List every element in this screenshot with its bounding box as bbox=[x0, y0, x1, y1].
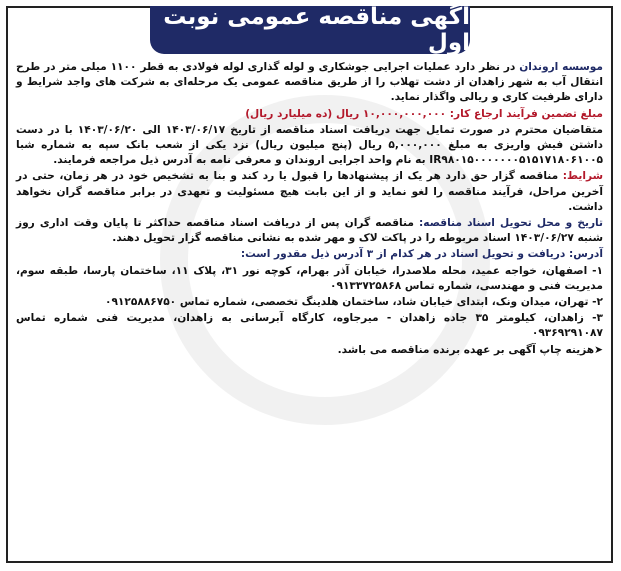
applicants-paragraph: متقاضیان محترم در صورت تمایل جهت دریافت اسناد مناقصه از تاریخ ۱۴۰۳/۰۶/۱۷ الی ۱۴۰۳/۰۶/۲۰ با در دست داشتن فیش واریزی به مبلغ ۵,۰۰۰,۰۰۰ ریال (پنج میلیون ریال) نزد یکی از شعب بانک سپه به شماره شبا IR۹۸۰۱۵۰۰۰۰۰۰۰۵۱۵۱۷۱۸۰۶۱۰۰۵ به نام واحد اجرایی اروندان و معرفی نامه به آدرس ذیل مراجعه فرمایند. bbox=[16, 123, 603, 167]
delivery-paragraph bbox=[16, 216, 603, 246]
address-item: ۱- اصفهان، خواجه عمید، محله ملاصدرا، خیابان آذر بهرام، کوچه نور ۳۱، پلاک ۱۱، ساختمان پارسا، طبقه سوم، مدیریت فنی و مهندسی، شماره تماس ۰۹۱۳۳۷۲۵۸۶۸ bbox=[16, 264, 603, 292]
address-item: ۲- تهران، میدان ونک، ابتدای خیابان شاد، ساختمان هلدینگ تخصصی، شماره تماس ۰۹۱۲۵۸۸۶۷۵۰ bbox=[105, 296, 603, 309]
intro-text: در نظر دارد عملیات اجرایی جوشکاری و لوله گذاری لوله فولادی به قطر ۱۱۰۰ میلی متر در طرح انتقال آب به شهر زاهدان از دشت تهلاب را از طریق مناقصه عمومی یک مرحله‌ای به شرکت های واجد شرایط و دارای ظرفیت کاری و ریالی واگذار نماید. bbox=[16, 61, 603, 104]
conditions-text: مناقصه گزار حق دارد هر یک از پیشنهادها را قبول یا رد کند و بنا به تشخیص خود در هر زمان، حتی در آخرین مراحل، فرآیند مناقصه را لغو نماید و از این بابت هیچ مسئولیت و تعهدی در برابر مناقصه گران نخواهد داشت. bbox=[16, 170, 603, 213]
organization-name: موسسه اروندان bbox=[519, 61, 603, 73]
title-banner bbox=[150, 6, 470, 54]
delivery-text: مناقصه گران پس از دریافت اسناد مناقصه حداکثر تا پایان وقت اداری روز شنبه ۱۴۰۳/۰۶/۲۷ اسناد مربوطه را در پاکت لاک و مهر شده به نشانی مناقصه گزار تحویل دهند. bbox=[16, 217, 603, 245]
conditions-label: شرایط: bbox=[562, 170, 603, 183]
delivery-label: تاریخ و محل تحویل اسناد مناقصه: bbox=[419, 217, 604, 230]
guarantee-amount: مبلغ تضمین فرآیند ارجاع کار: ۱۰,۰۰۰,۰۰۰,۰۰۰ ریال (ده میلیارد ریال) bbox=[245, 107, 603, 120]
footer-note: ➤هزینه چاپ آگهی بر عهده برنده مناقصه می باشد. bbox=[337, 343, 603, 356]
intro-paragraph bbox=[16, 60, 603, 106]
notice-body bbox=[16, 60, 603, 359]
notice-title: آگهی مناقصه عمومی نوبت اول bbox=[163, 4, 470, 56]
addresses-title: آدرس: دریافت و تحویل اسناد در هر کدام از ۳ آدرس ذیل مقدور است: bbox=[240, 248, 603, 261]
conditions-paragraph bbox=[16, 169, 603, 215]
address-item: ۳- زاهدان، کیلومتر ۳۵ جاده زاهدان - میرجاوه، کارگاه آبرسانی به زاهدان، مدیریت فنی شماره تماس ۰۹۳۶۹۲۹۱۰۸۷ bbox=[16, 312, 603, 340]
